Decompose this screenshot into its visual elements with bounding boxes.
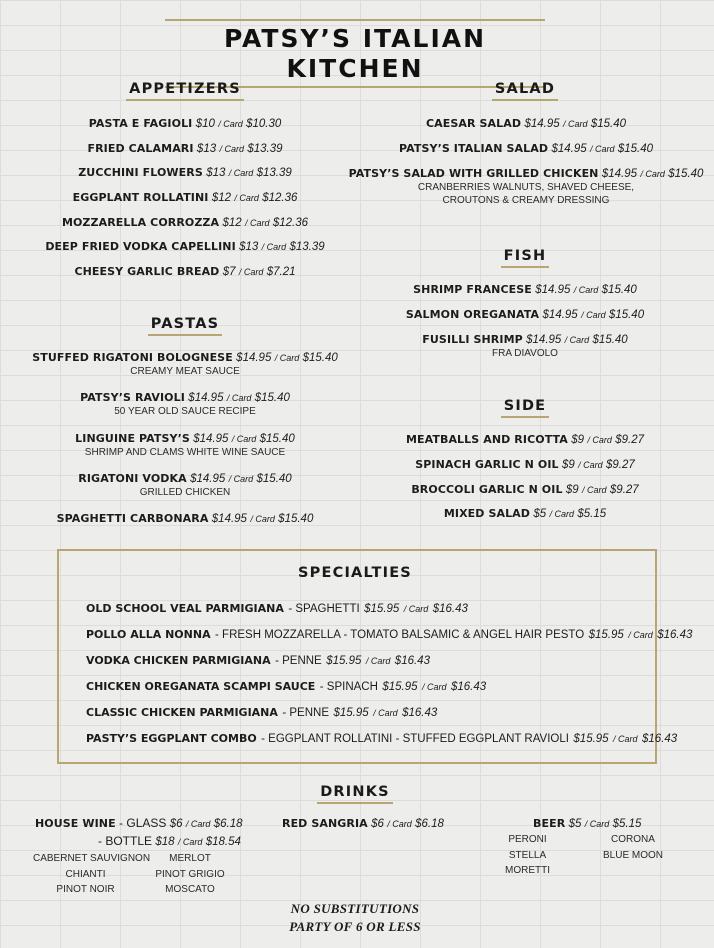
- title-banner: [165, 19, 545, 88]
- appetizers-list: [20, 116, 350, 289]
- menu-item-line: [340, 141, 712, 156]
- item-price: $9: [571, 434, 585, 446]
- item-name: ZUCCHINI FLOWERS: [78, 166, 203, 180]
- specialty-item: [86, 624, 693, 650]
- menu-item-line: [20, 190, 350, 205]
- item-price: $14.95: [188, 392, 224, 405]
- side-heading: SIDE: [400, 398, 650, 418]
- item-price: $5: [533, 508, 547, 521]
- item-price: $14.95: [551, 142, 587, 155]
- fish-heading: FISH: [400, 248, 650, 268]
- beer-brand: MORETTI: [505, 865, 550, 876]
- specialty-price: $15.95: [326, 655, 362, 667]
- card-label: / Card: [261, 242, 287, 253]
- menu-item: [340, 141, 712, 166]
- menu-item: [370, 432, 680, 457]
- wine-variety: CHIANTI: [65, 868, 106, 880]
- card-price: $15.40: [278, 513, 314, 526]
- card-label: / Card: [218, 119, 243, 129]
- card-label: / Card: [573, 285, 599, 295]
- specialty-name: CHICKEN OREGANATA SCAMPI SAUCE: [86, 680, 316, 693]
- item-name: PATSY’S RAVIOLI: [80, 391, 185, 405]
- menu-item: [20, 471, 350, 511]
- card-price: $15.40: [302, 352, 338, 364]
- item-description: CREAMY MEAT SAUCE: [130, 366, 240, 377]
- footer-line-2: PARTY OF 6 OR LESS: [289, 919, 421, 934]
- item-price: $14.95: [526, 333, 562, 346]
- card-price: $16.43: [432, 603, 468, 615]
- card-label: / Card: [250, 514, 275, 525]
- item-description: SHRIMP AND CLAMS WHITE WINE SAUCE: [84, 446, 286, 458]
- specialty-item: [86, 598, 656, 624]
- wine-variety: PINOT NOIR: [56, 884, 115, 895]
- specialty-item: [86, 702, 656, 728]
- card-price: $13.39: [289, 241, 325, 254]
- card-label: / Card: [613, 734, 638, 744]
- card-label: / Card: [562, 119, 588, 129]
- menu-item: [20, 116, 350, 141]
- menu-item-line: [20, 511, 350, 526]
- item-name: DEEP FRIED VODKA CAPELLINI: [45, 240, 236, 254]
- card-price: $15.40: [590, 118, 627, 130]
- specialty-name: VODKA CHICKEN PARMIGIANA: [86, 654, 271, 667]
- item-price: $9: [561, 458, 575, 471]
- card-price: $10.30: [246, 118, 282, 130]
- card-label: / Card: [422, 682, 447, 692]
- menu-item: [20, 215, 350, 240]
- item-name: MEATBALLS AND RICOTTA: [405, 433, 568, 446]
- side-list: [370, 432, 680, 531]
- menu-item-line: [370, 482, 680, 497]
- item-description: CRANBERRIES WALNUTS, SHAVED CHEESE,: [417, 181, 635, 193]
- card-price: $7.21: [266, 266, 296, 279]
- card-label: / Card: [238, 267, 264, 278]
- specialty-name: POLLO ALLA NONNA: [86, 628, 211, 641]
- house-wine-bottle-line: - BOTTLE $18 / Card $18.54: [98, 834, 241, 848]
- wine-variety: MOSCATO: [165, 884, 215, 895]
- menu-item: [340, 166, 712, 206]
- item-name: FRIED CALAMARI: [87, 141, 194, 155]
- card-label: / Card: [373, 708, 398, 718]
- item-name: SPINACH GARLIC N OIL: [415, 457, 559, 471]
- specialty-price: $15.95: [382, 681, 418, 693]
- menu-item: [20, 350, 350, 390]
- menu-item-line: [370, 506, 680, 521]
- menu-item-line: [340, 166, 712, 181]
- wine-varieties-left: [33, 851, 151, 898]
- item-description: GRILLED CHICKEN: [139, 486, 231, 498]
- drinks-heading: DRINKS: [230, 784, 480, 804]
- appetizers-heading: APPETIZERS: [60, 81, 310, 101]
- item-name: MIXED SALAD: [443, 507, 531, 521]
- card-price: $12.36: [272, 216, 309, 229]
- item-price: $13: [196, 142, 217, 155]
- item-price: $12: [222, 216, 242, 229]
- card-label: / Card: [587, 435, 612, 445]
- menu-footer: [200, 900, 510, 936]
- wine-variety: MERLOT: [169, 853, 211, 864]
- item-price: $13: [206, 167, 226, 180]
- specialty-name: OLD SCHOOL VEAL PARMIGIANA: [86, 602, 284, 615]
- item-name: MOZZARELLA CORROZZA: [61, 215, 220, 229]
- menu-item: [370, 506, 680, 531]
- beer-line: BEER $5 / Card $5.15: [533, 817, 642, 830]
- card-price: $16.43: [657, 629, 693, 641]
- specialty-detail: - SPAGHETTI: [288, 603, 360, 615]
- specialty-detail: - FRESH MOZZARELLA - TOMATO BALSAMIC & ANGEL HAIR PESTO: [215, 629, 585, 641]
- card-label: / Card: [564, 334, 590, 345]
- menu-item: [20, 511, 350, 535]
- card-label: / Card: [219, 143, 244, 154]
- card-price: $9.27: [605, 458, 635, 471]
- specialties-list: [86, 598, 693, 754]
- menu-item: [20, 431, 350, 471]
- wine-variety: PINOT GRIGIO: [155, 868, 225, 880]
- specialty-item: [86, 728, 678, 754]
- menu-item-line: [20, 390, 350, 405]
- menu-item-line: [370, 432, 680, 447]
- menu-item: [20, 390, 350, 430]
- item-price: $13: [239, 241, 259, 254]
- item-description: FRA DIAVOLO: [492, 347, 558, 359]
- card-label: / Card: [582, 484, 607, 495]
- card-price: $12.36: [262, 192, 298, 205]
- item-price: $14.95: [211, 513, 247, 526]
- card-label: / Card: [640, 168, 665, 179]
- specialties-heading: SPECIALTIES: [298, 565, 412, 581]
- menu-item: [20, 239, 350, 264]
- pastas-list: [20, 350, 350, 535]
- card-price: $15.40: [617, 142, 654, 155]
- menu-item-line: [20, 471, 350, 486]
- wine-varieties-right: [145, 851, 235, 898]
- menu-item-line: [20, 431, 350, 446]
- item-name: CAESAR SALAD: [425, 117, 522, 130]
- card-price: $16.43: [394, 655, 430, 667]
- footer-line-1: NO SUBSTITUTIONS: [290, 901, 420, 916]
- item-name: SALMON OREGANATA: [405, 307, 540, 321]
- menu-item-line: [20, 116, 350, 131]
- card-price: $15.40: [668, 167, 704, 180]
- menu-item: [340, 116, 712, 141]
- specialty-price: $15.95: [573, 733, 609, 745]
- card-label: / Card: [549, 509, 575, 520]
- specialty-name: PASTY’S EGGPLANT COMBO: [86, 732, 257, 745]
- beer-brand: STELLA: [508, 849, 547, 861]
- specialty-detail: - SPINACH: [319, 681, 378, 693]
- beer-brands-left: [500, 832, 555, 879]
- item-name: RIGATONI VODKA: [78, 471, 187, 485]
- menu-item-line: [370, 282, 680, 297]
- item-price: $7: [222, 266, 236, 279]
- specialty-item: [86, 650, 656, 676]
- menu-item: [20, 264, 350, 289]
- card-price: $15.40: [254, 392, 290, 405]
- card-label: / Card: [234, 193, 259, 204]
- card-price: $15.40: [256, 472, 292, 485]
- specialty-detail: - PENNE: [275, 655, 322, 667]
- card-label: / Card: [226, 393, 252, 404]
- menu-item: [370, 457, 680, 482]
- menu-item-line: [20, 264, 350, 279]
- menu-item-line: [370, 457, 680, 472]
- item-price: $14.95: [190, 472, 226, 485]
- menu-item: [20, 141, 350, 166]
- salad-list: [340, 116, 712, 206]
- card-price: $15.40: [259, 432, 295, 445]
- card-price: $13.39: [247, 142, 283, 155]
- item-name: STUFFED RIGATONI BOLOGNESE: [32, 351, 233, 364]
- card-price: $15.40: [601, 284, 637, 296]
- item-name: BROCCOLI GARLIC N OIL: [411, 482, 563, 496]
- specialty-price: $15.95: [364, 603, 400, 615]
- item-name: LINGUINE PATSY’S: [75, 431, 190, 445]
- beer-brand: BLUE MOON: [602, 849, 663, 861]
- item-price: $14.95: [535, 284, 571, 296]
- card-label: / Card: [581, 309, 606, 320]
- item-price: $10: [195, 118, 215, 130]
- fish-list: [370, 282, 680, 359]
- card-label: / Card: [231, 433, 257, 444]
- menu-item: [20, 165, 350, 190]
- specialty-item: [86, 676, 656, 702]
- menu-item-line: [370, 332, 680, 347]
- item-price: $14.95: [542, 308, 578, 321]
- menu-item-line: [20, 239, 350, 254]
- card-price: $9.27: [615, 434, 645, 446]
- pastas-heading: PASTAS: [60, 316, 310, 336]
- specialty-price: $15.95: [588, 629, 624, 641]
- card-price: $13.39: [256, 167, 292, 180]
- card-label: / Card: [578, 459, 603, 470]
- menu-item: [20, 190, 350, 215]
- house-wine-glass-line: HOUSE WINE - GLASS $6 / Card $6.18: [35, 816, 243, 830]
- item-price: $14.95: [236, 352, 272, 364]
- card-label: / Card: [628, 630, 653, 640]
- menu-item-line: [20, 350, 350, 365]
- card-label: / Card: [228, 473, 254, 484]
- specialty-price: $15.95: [333, 707, 369, 719]
- card-price: $16.43: [642, 733, 678, 745]
- menu-item: [370, 282, 680, 307]
- item-name: SHRIMP FRANCESE: [413, 283, 532, 296]
- menu-item: [370, 482, 680, 507]
- menu-item-line: [340, 116, 712, 131]
- item-name: PASTA E FAGIOLI: [88, 117, 193, 130]
- item-price: $14.95: [601, 167, 638, 180]
- item-name: PATSY’S ITALIAN SALAD: [398, 141, 549, 155]
- menu-item-line: [20, 141, 350, 156]
- beer-brand: PERONI: [508, 834, 547, 845]
- card-price: $16.43: [402, 707, 438, 719]
- card-label: / Card: [228, 168, 254, 179]
- red-sangria-line: RED SANGRIA $6 / Card $6.18: [282, 817, 444, 830]
- menu-item-line: [370, 307, 680, 322]
- card-label: / Card: [245, 217, 270, 228]
- item-name: FUSILLI SHRIMP: [422, 332, 523, 346]
- item-name: SPAGHETTI CARBONARA: [56, 512, 209, 526]
- card-price: $9.27: [609, 483, 639, 496]
- item-name: CHEESY GARLIC BREAD: [74, 265, 220, 279]
- restaurant-title: PATSY’S ITALIAN KITCHEN: [223, 24, 487, 83]
- salad-heading: SALAD: [400, 81, 650, 101]
- item-description: 50 YEAR OLD SAUCE RECIPE: [114, 406, 256, 418]
- card-price: $16.43: [450, 681, 487, 693]
- item-price: $9: [565, 483, 579, 496]
- menu-item: [370, 332, 680, 357]
- menu-item-line: [20, 165, 350, 180]
- item-price: $14.95: [193, 432, 229, 445]
- item-description: CROUTONS & CREAMY DRESSING: [442, 194, 610, 206]
- item-price: $14.95: [524, 118, 560, 130]
- card-price: $5.15: [577, 508, 607, 521]
- card-label: / Card: [274, 353, 300, 363]
- card-label: / Card: [589, 143, 615, 154]
- wine-variety: CABERNET SAUVIGNON: [33, 853, 151, 864]
- beer-brand: CORONA: [611, 834, 655, 845]
- specialty-detail: - EGGPLANT ROLLATINI - STUFFED EGGPLANT RAVIOLI: [261, 733, 569, 745]
- menu-item-line: [20, 215, 350, 230]
- beer-brands-right: [598, 832, 668, 863]
- item-name: PATSY’S SALAD WITH GRILLED CHICKEN: [348, 166, 599, 180]
- card-price: $15.40: [608, 308, 645, 321]
- card-price: $15.40: [592, 333, 628, 346]
- specialty-name: CLASSIC CHICKEN PARMIGIANA: [86, 706, 278, 719]
- card-label: / Card: [403, 604, 429, 614]
- specialty-detail: - PENNE: [282, 707, 329, 719]
- item-name: EGGPLANT ROLLATINI: [72, 191, 209, 205]
- card-label: / Card: [365, 656, 391, 666]
- item-price: $12: [211, 192, 232, 205]
- menu-item: [370, 307, 680, 332]
